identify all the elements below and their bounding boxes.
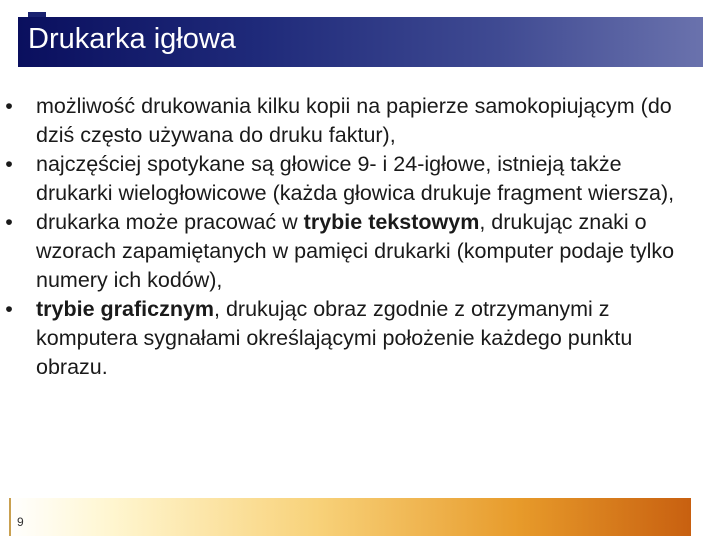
footer-bar bbox=[9, 498, 691, 536]
bullet-item-2 bbox=[5, 150, 700, 208]
bullet-icon: • bbox=[5, 297, 13, 321]
bullet-item-3 bbox=[5, 208, 700, 295]
bullet-list bbox=[5, 92, 700, 382]
bullet-item-1 bbox=[5, 92, 700, 150]
bullet-icon: • bbox=[5, 210, 13, 234]
title-accent-decoration bbox=[28, 12, 46, 17]
page-number: 9 bbox=[17, 515, 24, 529]
bullet-text: najczęściej spotykane są głowice 9- i 24-igłowe, istnieją także drukarki wielogłowicowe (każda głowica drukuje fragment wiersza), bbox=[36, 152, 675, 205]
bullet-text: możliwość drukowania kilku kopii na papierze samokopiującym (do dziś często używana do druku faktur), bbox=[36, 94, 672, 147]
slide-title: Drukarka igłowa bbox=[28, 23, 236, 55]
bullet-text-after: , drukując znaki o wzorach zapamiętanych w pamięci drukarki (komputer podaje tylko numery ich kodów), bbox=[36, 210, 675, 292]
bullet-icon: • bbox=[5, 152, 13, 176]
bullet-strong-text: trybie graficznym bbox=[36, 297, 215, 321]
bullet-item-4 bbox=[5, 295, 700, 382]
bullet-strong-text: trybie tekstowym bbox=[303, 210, 480, 234]
bullet-text-after: , drukując obraz zgodnie z otrzymanymi z komputera sygnałami określającymi położenie każdego punktu obrazu. bbox=[36, 297, 633, 379]
bullet-icon: • bbox=[5, 94, 13, 118]
bullet-text: drukarka może pracować w bbox=[36, 210, 304, 234]
footer-divider bbox=[9, 498, 11, 536]
